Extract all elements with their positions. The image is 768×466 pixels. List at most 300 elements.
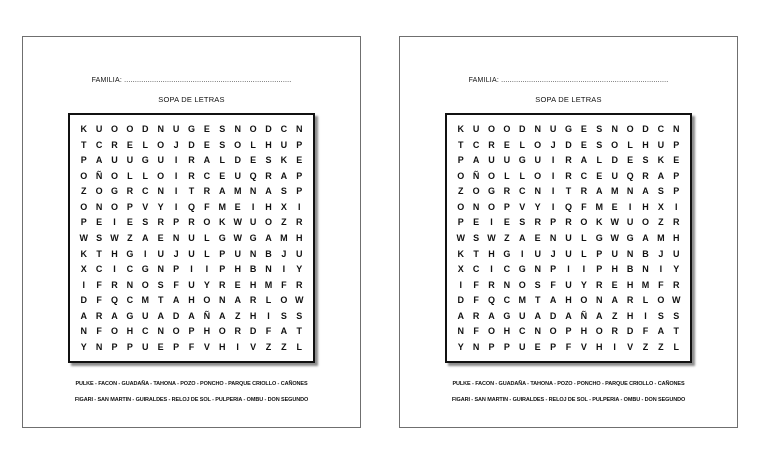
grid-letter: O: [172, 326, 180, 337]
grid-letter: U: [188, 279, 195, 290]
grid-letter: L: [596, 155, 603, 166]
grid-letter: B: [249, 264, 257, 275]
grid-letter: U: [142, 341, 149, 352]
grid-letter: D: [549, 310, 557, 321]
grid-letter: G: [126, 248, 134, 259]
grid-letter: F: [188, 341, 195, 352]
grid-letter: G: [218, 232, 226, 243]
grid-letter: A: [219, 186, 226, 197]
grid-letter: Z: [611, 310, 618, 321]
grid-letter: O: [157, 170, 165, 181]
grid-letter: J: [550, 248, 556, 259]
grid-letter: T: [296, 326, 303, 337]
grid-letter: P: [296, 186, 303, 197]
grid-letter: R: [611, 326, 618, 337]
grid-letter: C: [95, 264, 103, 275]
grid-letter: V: [250, 341, 257, 352]
grid-letter: R: [503, 186, 511, 197]
grid-letter: A: [534, 310, 541, 321]
word-search-frame: [445, 113, 692, 363]
grid-letter: A: [280, 170, 288, 181]
grid-letter: P: [550, 217, 557, 228]
grid-letter: E: [157, 232, 164, 243]
grid-letter: D: [142, 124, 149, 135]
worksheet-title: SOPA DE LETRAS: [158, 95, 225, 104]
grid-letter: P: [219, 264, 226, 275]
grid-letter: F: [204, 201, 210, 212]
grid-letter: L: [127, 170, 133, 181]
grid-letter: F: [265, 326, 272, 337]
grid-letter: P: [596, 248, 603, 259]
grid-letter: Z: [281, 341, 287, 352]
grid-letter: P: [457, 155, 464, 166]
grid-letter: R: [249, 295, 257, 306]
grid-letter: H: [219, 341, 226, 352]
grid-letter: T: [673, 326, 680, 337]
grid-letter: O: [457, 170, 465, 181]
grid-letter: O: [157, 139, 165, 150]
grid-letter: Q: [626, 170, 634, 181]
grid-letter: U: [503, 155, 511, 166]
grid-letter: N: [249, 186, 257, 197]
grid-letter: S: [296, 310, 303, 321]
grid-letter: S: [534, 279, 541, 290]
grid-letter: W: [487, 232, 496, 243]
grid-letter: A: [142, 232, 149, 243]
grid-letter: U: [611, 248, 618, 259]
grid-letter: I: [298, 201, 301, 212]
grid-letter: O: [249, 124, 257, 135]
grid-letter: G: [518, 155, 526, 166]
grid-letter: L: [519, 139, 526, 150]
grid-letter: X: [657, 201, 664, 212]
grid-letter: N: [95, 341, 103, 352]
grid-letter: H: [265, 201, 272, 212]
grid-letter: H: [503, 326, 511, 337]
grid-letter: O: [457, 201, 465, 212]
grid-letter: T: [157, 295, 164, 306]
grid-letter: O: [110, 326, 118, 337]
grid-letter: T: [457, 139, 464, 150]
grid-letter: M: [641, 279, 650, 290]
word-list-line-2: FIGARI - SAN MARTIN - GUIRALDES - RELOJ DE SOL - PULPERIA - OMBU - DON SEGUNDO: [451, 397, 686, 403]
grid-letter: O: [657, 295, 665, 306]
grid-letter: Q: [564, 201, 572, 212]
grid-letter: P: [673, 186, 680, 197]
grid-letter: G: [141, 264, 149, 275]
grid-letter: F: [581, 201, 587, 212]
grid-letter: P: [173, 264, 180, 275]
grid-letter: A: [580, 155, 588, 166]
grid-letter: I: [251, 201, 255, 212]
grid-letter: R: [188, 217, 195, 228]
grid-letter: F: [473, 295, 479, 306]
grid-letter: E: [473, 217, 480, 228]
grid-letter: N: [673, 124, 680, 135]
grid-letter: W: [456, 232, 465, 243]
grid-letter: U: [188, 248, 195, 259]
grid-letter: U: [534, 155, 541, 166]
grid-letter: I: [582, 264, 586, 275]
grid-letter: A: [657, 326, 665, 337]
grid-letter: L: [642, 295, 649, 306]
grid-letter: E: [126, 217, 133, 228]
grid-letter: L: [519, 170, 526, 181]
grid-letter: A: [157, 310, 164, 321]
grid-letter: P: [550, 341, 557, 352]
grid-letter: P: [503, 201, 510, 212]
grid-letter: S: [280, 186, 287, 197]
grid-letter: D: [519, 124, 526, 135]
grid-letter: N: [503, 279, 511, 290]
grid-letter: S: [673, 310, 680, 321]
grid-letter: L: [504, 170, 510, 181]
grid-letter: M: [280, 232, 288, 243]
grid-letter: D: [249, 326, 257, 337]
grid-letter: H: [203, 326, 211, 337]
grid-letter: A: [219, 310, 226, 321]
grid-letter: H: [673, 232, 680, 243]
grid-letter: C: [519, 186, 526, 197]
grid-letter: S: [473, 232, 480, 243]
grid-letter: H: [265, 139, 272, 150]
grid-letter: L: [265, 295, 272, 306]
grid-letter: I: [113, 264, 116, 275]
grid-letter: D: [626, 326, 634, 337]
grid-letter: L: [219, 155, 226, 166]
grid-letter: C: [503, 264, 511, 275]
grid-letter: I: [551, 155, 555, 166]
grid-letter: R: [126, 186, 134, 197]
grid-letter: N: [219, 295, 226, 306]
grid-letter: L: [673, 341, 680, 352]
grid-letter: C: [519, 326, 526, 337]
grid-letter: I: [551, 186, 555, 197]
grid-letter: I: [113, 217, 116, 228]
grid-letter: E: [580, 124, 587, 135]
grid-letter: G: [595, 232, 603, 243]
grid-letter: A: [549, 295, 557, 306]
grid-letter: A: [642, 186, 649, 197]
grid-letter: Q: [110, 295, 118, 306]
grid-letter: E: [503, 139, 510, 150]
grid-letter: S: [657, 186, 664, 197]
grid-letter: I: [521, 248, 524, 259]
grid-letter: H: [111, 248, 118, 259]
grid-letter: P: [296, 139, 303, 150]
grid-letter: S: [219, 124, 226, 135]
grid-letter: S: [642, 155, 649, 166]
grid-letter: P: [457, 217, 464, 228]
grid-letter: M: [595, 201, 604, 212]
grid-letter: I: [659, 264, 663, 275]
grid-letter: H: [565, 295, 572, 306]
grid-letter: C: [503, 295, 511, 306]
grid-letter: O: [110, 170, 118, 181]
grid-letter: C: [580, 170, 588, 181]
worksheet-page-right: [399, 36, 738, 428]
grid-letter: S: [265, 155, 272, 166]
grid-letter: R: [203, 186, 211, 197]
grid-letter: V: [580, 341, 587, 352]
grid-letter: O: [487, 124, 495, 135]
grid-letter: I: [174, 155, 178, 166]
grid-letter: N: [534, 124, 541, 135]
grid-letter: Z: [457, 186, 464, 197]
grid-letter: H: [249, 279, 257, 290]
grid-letter: E: [611, 279, 618, 290]
grid-letter: I: [82, 279, 85, 290]
grid-letter: U: [673, 248, 680, 259]
grid-letter: U: [565, 279, 572, 290]
grid-letter: R: [296, 217, 303, 228]
grid-letter: R: [488, 139, 495, 150]
grid-letter: L: [142, 170, 149, 181]
grid-letter: N: [596, 295, 603, 306]
grid-letter: T: [188, 186, 195, 197]
grid-letter: P: [173, 217, 180, 228]
grid-letter: P: [596, 264, 603, 275]
grid-letter: I: [551, 170, 555, 181]
grid-letter: E: [534, 341, 541, 352]
grid-letter: H: [249, 310, 257, 321]
grid-letter: E: [503, 217, 510, 228]
grid-letter: Y: [157, 201, 164, 212]
grid-letter: E: [296, 155, 303, 166]
grid-letter: C: [126, 295, 134, 306]
grid-letter: C: [126, 264, 134, 275]
word-search-grid: [76, 122, 307, 355]
grid-letter: L: [250, 139, 256, 150]
grid-letter: V: [519, 201, 526, 212]
grid-letter: U: [126, 155, 134, 166]
familia-label: FAMILIA: ..............................................................................: [91, 77, 292, 84]
grid-letter: E: [203, 124, 210, 135]
grid-letter: U: [534, 248, 541, 259]
grid-letter: E: [219, 170, 226, 181]
word-list-line-1: PULKE - FACON - GUADAÑA - TAHONA - POZO - PONCHO - PARQUE CRIOLLO - CAÑONES: [75, 381, 308, 387]
grid-letter: O: [487, 326, 495, 337]
grid-letter: V: [142, 201, 149, 212]
grid-letter: A: [611, 295, 618, 306]
grid-letter: W: [233, 217, 242, 228]
grid-letter: U: [95, 124, 103, 135]
grid-letter: G: [141, 155, 149, 166]
grid-letter: V: [203, 341, 210, 352]
grid-letter: G: [249, 232, 257, 243]
grid-letter: L: [627, 139, 633, 150]
grid-letter: C: [472, 264, 480, 275]
grid-letter: N: [534, 264, 541, 275]
grid-letter: I: [459, 279, 462, 290]
grid-letter: V: [627, 341, 634, 352]
grid-letter: O: [110, 201, 118, 212]
grid-letter: I: [174, 186, 178, 197]
grid-letter: U: [142, 310, 149, 321]
grid-letter: Z: [265, 341, 272, 352]
grid-letter: K: [280, 155, 288, 166]
grid-letter: O: [518, 279, 526, 290]
grid-letter: L: [142, 139, 149, 150]
grid-letter: T: [534, 295, 541, 306]
grid-letter: Y: [673, 264, 680, 275]
grid-letter: N: [642, 264, 649, 275]
grid-letter: F: [96, 279, 102, 290]
grid-letter: R: [296, 279, 303, 290]
grid-letter: O: [626, 124, 634, 135]
grid-letter: A: [203, 155, 211, 166]
grid-letter: I: [490, 217, 493, 228]
grid-letter: P: [673, 170, 680, 181]
grid-letter: I: [174, 170, 178, 181]
grid-letter: G: [564, 124, 572, 135]
grid-letter: G: [503, 310, 511, 321]
grid-letter: Y: [534, 201, 541, 212]
grid-letter: B: [626, 264, 634, 275]
grid-letter: S: [96, 232, 103, 243]
grid-letter: U: [488, 155, 495, 166]
grid-letter: W: [233, 232, 242, 243]
grid-letter: F: [173, 279, 179, 290]
grid-letter: N: [296, 124, 303, 135]
grid-letter: H: [296, 232, 303, 243]
grid-letter: H: [642, 139, 649, 150]
grid-letter: G: [626, 232, 634, 243]
grid-letter: S: [142, 217, 149, 228]
grid-letter: I: [144, 248, 147, 259]
grid-letter: U: [611, 170, 618, 181]
grid-letter: F: [550, 279, 556, 290]
grid-letter: A: [172, 295, 180, 306]
grid-letter: S: [519, 217, 526, 228]
grid-letter: T: [473, 248, 479, 259]
grid-letter: O: [595, 326, 603, 337]
grid-letter: N: [234, 124, 241, 135]
grid-letter: E: [534, 232, 541, 243]
grid-letter: F: [96, 295, 102, 306]
grid-letter: L: [581, 248, 587, 259]
grid-letter: X: [457, 264, 464, 275]
grid-letter: R: [534, 217, 541, 228]
grid-letter: N: [172, 232, 180, 243]
grid-letter: O: [80, 201, 88, 212]
grid-letter: M: [657, 232, 665, 243]
familia-label: FAMILIA: ..............................................................................: [468, 77, 669, 84]
grid-letter: H: [580, 326, 588, 337]
grid-letter: R: [673, 217, 680, 228]
grid-letter: U: [519, 341, 526, 352]
grid-letter: E: [596, 170, 603, 181]
grid-letter: M: [233, 186, 242, 197]
grid-letter: F: [281, 279, 287, 290]
grid-letter: O: [534, 170, 542, 181]
grid-letter: Z: [80, 186, 87, 197]
grid-letter: T: [80, 139, 87, 150]
grid-letter: J: [281, 248, 287, 259]
grid-letter: D: [234, 155, 241, 166]
grid-letter: A: [596, 310, 603, 321]
grid-letter: B: [265, 248, 272, 259]
grid-letter: R: [219, 279, 226, 290]
grid-letter: W: [672, 295, 681, 306]
grid-letter: W: [295, 295, 304, 306]
grid-letter: R: [596, 279, 603, 290]
grid-letter: M: [141, 295, 150, 306]
grid-letter: K: [80, 124, 87, 135]
grid-letter: M: [518, 295, 527, 306]
grid-letter: E: [234, 279, 241, 290]
grid-letter: N: [80, 326, 87, 337]
grid-letter: H: [626, 279, 634, 290]
grid-letter: R: [234, 326, 241, 337]
grid-letter: Z: [658, 341, 664, 352]
grid-letter: C: [472, 139, 480, 150]
grid-letter: N: [157, 264, 164, 275]
grid-letter: L: [204, 232, 210, 243]
grid-letter: W: [110, 232, 119, 243]
grid-letter: N: [534, 326, 541, 337]
grid-letter: O: [549, 326, 557, 337]
grid-letter: P: [296, 170, 303, 181]
grid-letter: P: [565, 326, 572, 337]
grid-letter: U: [280, 139, 288, 150]
grid-letter: O: [203, 217, 211, 228]
grid-letter: A: [265, 232, 272, 243]
grid-letter: R: [111, 139, 118, 150]
grid-letter: P: [503, 341, 510, 352]
grid-letter: R: [580, 186, 588, 197]
grid-letter: D: [611, 155, 618, 166]
grid-letter: N: [626, 186, 634, 197]
grid-letter: O: [503, 124, 511, 135]
grid-letter: I: [190, 264, 193, 275]
grid-letter: Ñ: [95, 170, 103, 181]
grid-letter: U: [549, 124, 557, 135]
grid-letter: S: [596, 124, 603, 135]
grid-letter: A: [657, 170, 665, 181]
grid-letter: F: [642, 326, 649, 337]
grid-letter: U: [157, 248, 164, 259]
grid-letter: A: [80, 310, 87, 321]
grid-letter: E: [673, 155, 680, 166]
grid-letter: O: [280, 295, 288, 306]
grid-letter: C: [203, 170, 211, 181]
grid-letter: H: [234, 264, 241, 275]
grid-letter: Q: [487, 295, 495, 306]
grid-letter: H: [188, 295, 195, 306]
grid-letter: U: [626, 217, 634, 228]
grid-letter: E: [250, 155, 257, 166]
grid-letter: I: [205, 264, 209, 275]
grid-letter: U: [157, 155, 164, 166]
grid-letter: O: [110, 124, 118, 135]
grid-letter: S: [280, 310, 287, 321]
grid-letter: R: [565, 217, 572, 228]
grid-letter: E: [96, 217, 103, 228]
grid-letter: P: [126, 201, 133, 212]
grid-letter: G: [110, 186, 118, 197]
grid-letter: R: [472, 310, 480, 321]
grid-letter: N: [472, 201, 480, 212]
grid-letter: X: [280, 201, 287, 212]
grid-letter: I: [490, 264, 493, 275]
grid-letter: G: [518, 264, 526, 275]
grid-letter: I: [282, 264, 286, 275]
grid-letter: R: [188, 170, 195, 181]
grid-letter: R: [188, 155, 195, 166]
grid-letter: D: [457, 295, 464, 306]
grid-letter: A: [472, 155, 480, 166]
